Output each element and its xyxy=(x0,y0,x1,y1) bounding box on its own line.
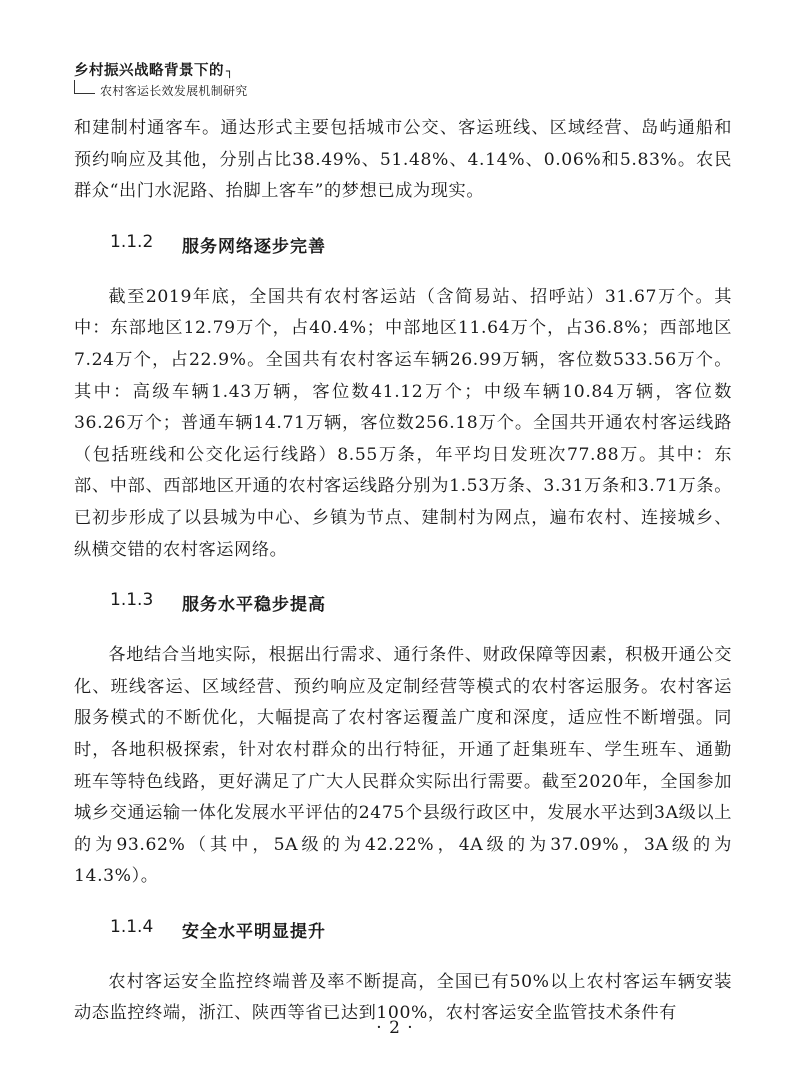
section-number: 1.1.3 xyxy=(110,590,154,611)
section-heading-1-1-2 xyxy=(74,208,732,282)
section-title: 安全水平明显提升 xyxy=(182,921,326,942)
section-heading-1-1-3 xyxy=(74,566,732,640)
book-subtitle-block xyxy=(74,80,274,100)
page-content xyxy=(74,113,732,1030)
section-number: 1.1.4 xyxy=(110,916,154,937)
section-number: 1.1.2 xyxy=(110,231,154,252)
page-number: · 2 · xyxy=(376,1018,414,1038)
title-corner-mark: ┐ xyxy=(226,64,234,78)
section-title: 服务网络逐步完善 xyxy=(182,236,326,257)
intro-paragraph: 和建制村通客车。通达形式主要包括城市公交、客运班线、区域经营、岛屿通船和预约响应及其他，分别占比38.49%、51.48%、4.14%、0.06%和5.83%。农民群众“出门水泥路、抬脚上客车”的梦想已成为现实。 xyxy=(74,118,732,202)
running-header xyxy=(74,62,248,98)
book-title: 乡村振兴战略背景下的 ┐ xyxy=(74,63,234,79)
section-heading-1-1-4 xyxy=(74,893,732,967)
section-paragraph-1-1-4: 农村客运安全监控终端普及率不断提高，全国已有50%以上农村客运车辆安装动态监控终端，浙江、陕西等省已达到100%，农村客运安全监管技术条件有 xyxy=(74,971,732,1024)
section-title: 服务水平稳步提高 xyxy=(182,595,326,616)
section-paragraph-1-1-3: 各地结合当地实际，根据出行需求、通行条件、财政保障等因素，积极开通公交化、班线客运、区域经营、预约响应及定制经营等模式的农村客运服务。农村客运服务模式的不断优化，大幅提高了农村客运覆盖广度和深度，适应性不断增强。同时，各地积极探索，针对农村群众的出行特征，开通了赶集班车、学生班车、通勤班车等特色线路，更好满足了广大人民群众实际出行需要。截至2020年，全国参加城乡交通运输一体化发展水平评估的2475个县级行政区中，发展水平达到3A级以上的为93.62%（其中，5A级的为42.22%，4A级的为37.09%，3A级的为14.3%）。 xyxy=(74,645,732,887)
subtitle-bracket-line xyxy=(74,80,95,94)
section-paragraph-1-1-2: 截至2019年底，全国共有农村客运站（含简易站、招呼站）31.67万个。其中：东部地区12.79万个，占40.4%；中部地区11.64万个，占36.8%；西部地区7.24万个，占22.9%。全国共有农村客运车辆26.99万辆，客位数533.56万个。其中：高级车辆1.43万辆，客位数41.12万个；中级车辆10.84万辆，客位数36.26万个；普通车辆14.71万辆，客位数256.18万个。全国共开通农村客运线路（包括班线和公交化运行线路）8.55万条，年平均日发班次77.88万。其中：东部、中部、西部地区开通的农村客运线路分别为1.53万条、3.31万条和3.71万条。已初步形成了以县城为中心、乡镇为节点、建制村为网点，遍布农村、连接城乡、纵横交错的农村客运网络。 xyxy=(74,286,732,560)
book-subtitle: 农村客运长效发展机制研究 xyxy=(100,84,248,98)
